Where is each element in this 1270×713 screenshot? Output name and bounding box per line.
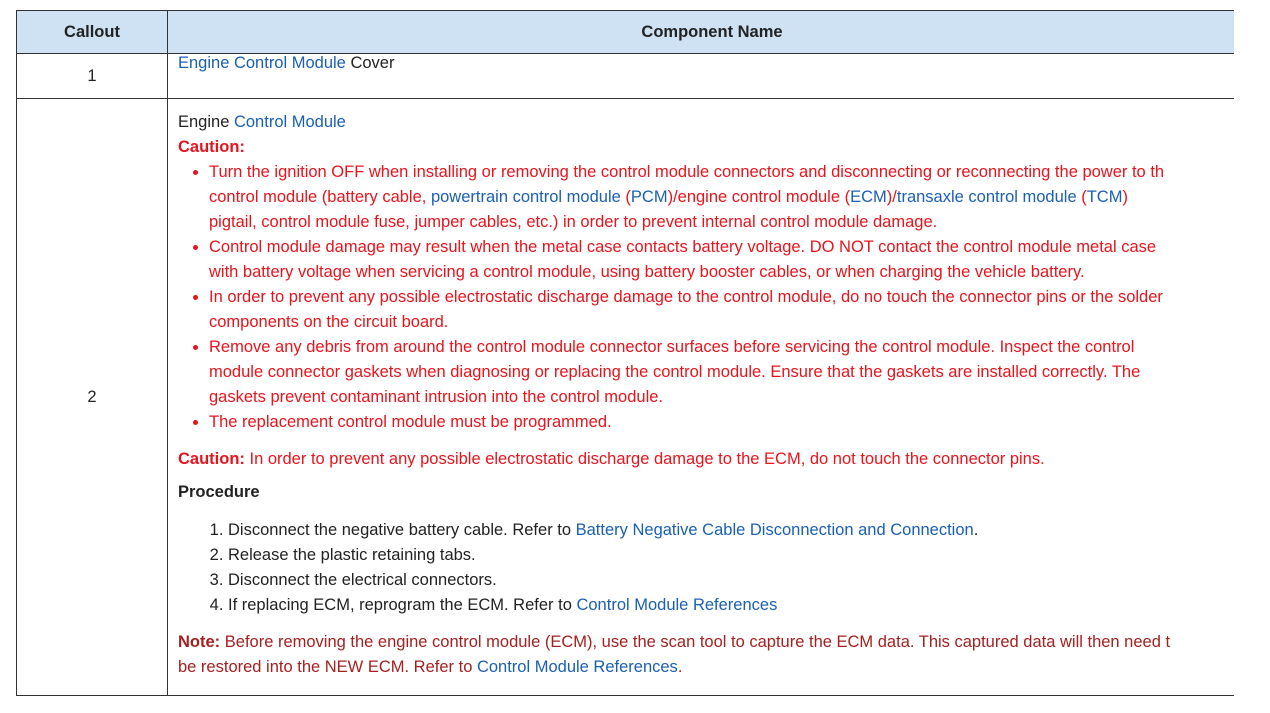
- procedure-step: 3. Disconnect the electrical connectors.: [228, 568, 1234, 593]
- procedure-step: 1. Disconnect the negative battery cable. Refer to Battery Negative Cable Disconnection and Connection.: [228, 518, 1234, 543]
- caution-label: Caution:: [178, 450, 245, 468]
- battery-negative-cable-link[interactable]: Battery Negative Cable Disconnection and Connection: [575, 521, 974, 539]
- component-name-cell: [168, 99, 1235, 696]
- control-module-references-link[interactable]: Control Module References: [476, 658, 678, 676]
- caution-item: • Control module damage may result when the metal case contacts battery voltage. DO NOT contact the control module metal case with battery voltage when servicing a control module, using battery booster cables, or when charging the vehicle battery.: [209, 235, 1234, 285]
- procedure-step: 4. If replacing ECM, reprogram the ECM. Refer to Control Module References: [228, 593, 1234, 618]
- caution-item: • In order to prevent any possible electrostatic discharge damage to the control module, do no touch the connector pins or the solder components on the circuit board.: [209, 285, 1234, 335]
- procedure-step: 2. Release the plastic retaining tabs.: [228, 543, 1234, 568]
- callout-number: 2: [17, 99, 168, 696]
- caution-item: • Turn the ignition OFF when installing or removing the control module connectors and disconnecting or reconnecting the power to th control module (battery cable, powertrain control module (PCM)/engine control module (ECM)/transaxle control module (TCM) pigtail, control module fuse, jumper cables, etc.) in order to prevent internal control module damage.: [209, 160, 1234, 235]
- component-name-suffix: Cover: [345, 54, 395, 72]
- note-block: Note: Before removing the engine control module (ECM), use the scan tool to capture the ECM data. This captured data will then need t be restored into the NEW ECM. Refer to Control Module References.: [178, 633, 1171, 676]
- ecm-caution: Caution: In order to prevent any possible electrostatic discharge damage to the ECM, do not touch the connector pins.: [178, 450, 1045, 468]
- header-row: [17, 11, 1235, 54]
- note-label: Note:: [178, 633, 221, 651]
- table-row: [17, 99, 1235, 696]
- component-table-container: [16, 10, 1234, 696]
- control-module-references-link[interactable]: Control Module References: [576, 596, 778, 614]
- caution-item: • Remove any debris from around the control module connector surfaces before servicing the control module. Inspect the control module connector gaskets when diagnosing or replacing the control module. Ensure that the gaskets are installed correctly. The gaskets prevent contaminant intrusion into the control module.: [209, 335, 1234, 410]
- transaxle-control-module-link[interactable]: transaxle control module: [896, 188, 1077, 206]
- callout-number: 1: [17, 54, 168, 99]
- powertrain-control-module-link[interactable]: powertrain control module: [430, 188, 621, 206]
- caution-list: [178, 160, 1234, 435]
- procedure-steps: [178, 518, 1234, 618]
- header-component-name: Component Name: [168, 11, 1235, 54]
- control-module-link[interactable]: Control Module: [233, 113, 346, 131]
- tcm-link[interactable]: TCM: [1086, 188, 1123, 206]
- procedure-heading: Procedure: [178, 483, 260, 501]
- caution-item: • The replacement control module must be programmed.: [209, 410, 1234, 435]
- caution-label: Caution:: [178, 138, 245, 156]
- engine-control-module-link[interactable]: Engine Control Module: [178, 54, 346, 72]
- header-callout: Callout: [17, 11, 168, 54]
- table-row: [17, 54, 1235, 99]
- component-table: [16, 10, 1234, 696]
- ecm-link[interactable]: ECM: [850, 188, 887, 206]
- component-name-cell: [168, 54, 1235, 99]
- component-name: Engine Control Module: [178, 113, 346, 131]
- pcm-link[interactable]: PCM: [630, 188, 668, 206]
